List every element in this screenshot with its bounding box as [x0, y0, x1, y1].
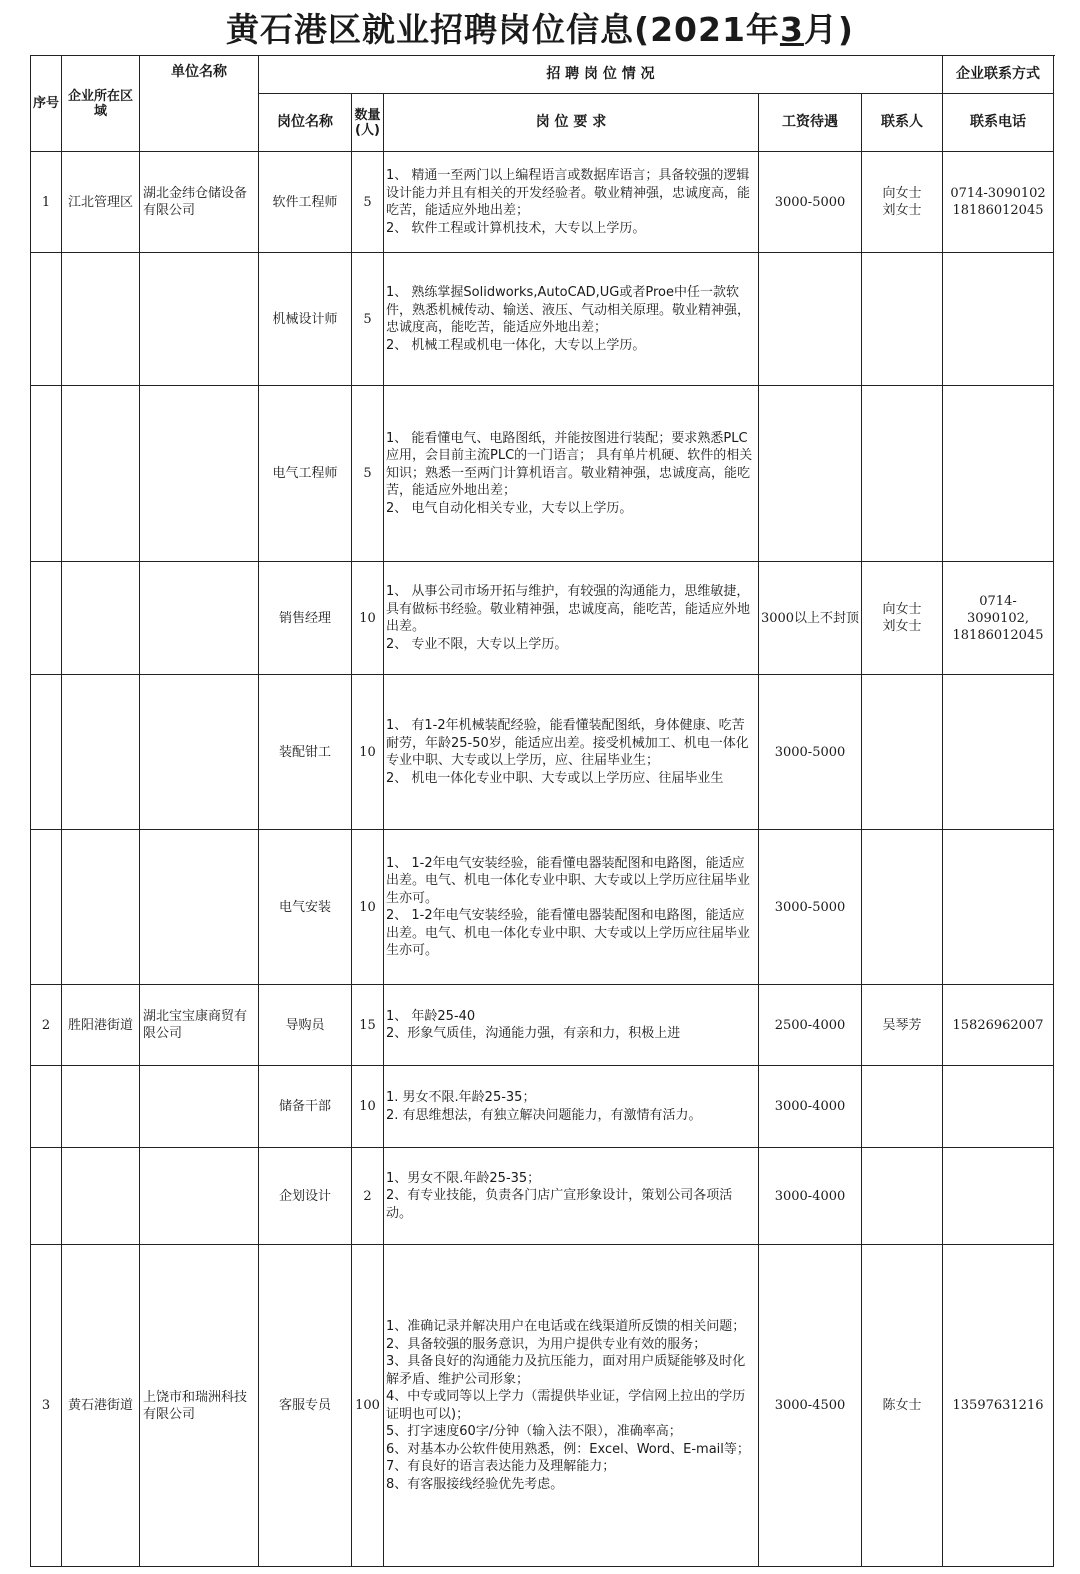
cell-company: [140, 253, 259, 386]
cell-area: 黄石港街道: [62, 1245, 140, 1567]
cell-req: [384, 985, 759, 1066]
cell-phone: [943, 253, 1054, 386]
cell-count: 5: [352, 152, 384, 253]
cell-count: 2: [352, 1148, 384, 1245]
cell-phone: [943, 1148, 1054, 1245]
cell-position: 企划设计: [259, 1148, 352, 1245]
cell-count: 5: [352, 386, 384, 562]
header-company: 单位名称: [140, 56, 259, 152]
requirement-line: 2、 1-2年电气安装经验，能看懂电器装配图和电路图，能适应出差。电气、机电一体化专业中职、大专或以上学历应往届毕业生亦可。: [386, 908, 751, 958]
cell-position: 装配钳工: [259, 675, 352, 830]
cell-count: 15: [352, 985, 384, 1066]
cell-phone: 15826962007: [943, 985, 1054, 1066]
cell-contact: [862, 830, 943, 985]
cell-contact: 向女士 刘女士: [862, 152, 943, 253]
header-contact-group: 企业联系方式: [943, 56, 1054, 94]
cell-seq: [31, 830, 62, 985]
cell-company: [140, 562, 259, 675]
cell-company: [140, 830, 259, 985]
cell-contact: [862, 675, 943, 830]
cell-area: [62, 253, 140, 386]
cell-seq: [31, 253, 62, 386]
cell-area: [62, 1066, 140, 1148]
cell-salary: 3000-5000: [759, 830, 862, 985]
requirement-line: 2、有专业技能，负责各门店广宣形象设计，策划公司各项活动。: [386, 1188, 733, 1221]
cell-contact: 吴琴芳: [862, 985, 943, 1066]
cell-count: 10: [352, 675, 384, 830]
cell-count: 100: [352, 1245, 384, 1567]
cell-salary: 3000-5000: [759, 152, 862, 253]
requirement-line: 4、中专或同等以上学力（需提供毕业证，学信网上拉出的学历证明也可以)；: [386, 1389, 746, 1422]
cell-company: [140, 1066, 259, 1148]
requirement-line: 1、 从事公司市场开拓与维护，有较强的沟通能力，思维敏捷，具有做标书经验。敬业精神强，忠诚度高，能吃苦，能适应外地出差。: [386, 584, 751, 634]
requirement-line: 2、具备较强的服务意识，为用户提供专业有效的服务；: [386, 1336, 707, 1352]
header-requirements: 岗 位 要 求: [384, 94, 759, 152]
cell-req: [384, 253, 759, 386]
header-salary: 工资待遇: [759, 94, 862, 152]
cell-position: 电气工程师: [259, 386, 352, 562]
cell-phone: [943, 675, 1054, 830]
cell-contact: [862, 253, 943, 386]
requirement-line: 1、男女不限.年龄25-35；: [386, 1170, 541, 1186]
cell-contact: 陈女士: [862, 1245, 943, 1567]
cell-company: 上饶市和瑞洲科技有限公司: [140, 1245, 259, 1567]
cell-position: 导购员: [259, 985, 352, 1066]
cell-area: [62, 830, 140, 985]
cell-position: 客服专员: [259, 1245, 352, 1567]
cell-req: [384, 830, 759, 985]
cell-company: [140, 1148, 259, 1245]
cell-salary: 2500-4000: [759, 985, 862, 1066]
cell-phone: [943, 386, 1054, 562]
requirement-line: 1、 熟练掌握Solidworks,AutoCAD,UG或者Proe中任一款软件，熟悉机械传动、输送、液压、气动相关原理。敬业精神强，忠诚度高，能吃苦，能适应外地出差；: [386, 285, 751, 335]
cell-phone: 13597631216: [943, 1245, 1054, 1567]
cell-seq: [31, 1066, 62, 1148]
requirement-line: 2、 电气自动化相关专业，大专以上学历。: [386, 500, 633, 516]
cell-req: [384, 1245, 759, 1567]
header-area: 企业所在区域: [62, 56, 140, 152]
cell-salary: 3000-4000: [759, 1066, 862, 1148]
page-title: 黄石港区就业招聘岗位信息(2021年3月): [226, 10, 854, 49]
cell-company: 湖北金纬仓储设备有限公司: [140, 152, 259, 253]
cell-position: 储备干部: [259, 1066, 352, 1148]
cell-req: [384, 675, 759, 830]
cell-seq: [31, 386, 62, 562]
requirement-line: 3、具备良好的沟通能力及抗压能力，面对用户质疑能够及时化解矛盾、维护公司形象；: [386, 1354, 746, 1387]
cell-contact: 向女士 刘女士: [862, 562, 943, 675]
cell-position: 机械设计师: [259, 253, 352, 386]
requirement-line: 1、 能看懂电气、电路图纸，并能按图进行装配；要求熟悉PLC应用，会目前主流PLC的一门语言； 具有单片机硬、软件的相关知识；熟悉一至两门计算机语言。敬业精神强，忠诚度高，能吃苦，能适应外地出差；: [386, 430, 753, 499]
cell-seq: 2: [31, 985, 62, 1066]
cell-req: [384, 1066, 759, 1148]
cell-salary: [759, 386, 862, 562]
cell-contact: [862, 1066, 943, 1148]
header-phone: 联系电话: [943, 94, 1054, 152]
requirement-line: 1、 精通一至两门以上编程语言或数据库语言；具备较强的逻辑设计能力并且有相关的开发经验者。敬业精神强，忠诚度高，能吃苦，能适应外地出差；: [386, 168, 751, 218]
requirement-line: 2. 有思维想法，有独立解决问题能力，有激情有活力。: [386, 1107, 702, 1123]
requirement-line: 1、准确记录并解决用户在电话或在线渠道所反馈的相关问题；: [386, 1319, 746, 1334]
requirement-line: 8、有客服接线经验优先考虑。: [386, 1476, 564, 1492]
table-row: [31, 675, 1054, 830]
requirement-line: 2、形象气质佳，沟通能力强，有亲和力，积极上进: [386, 1026, 681, 1041]
cell-area: [62, 562, 140, 675]
requirement-line: 1、 有1-2年机械装配经验，能看懂装配图纸，身体健康、吃苦耐劳，年龄25-50岁，能适应出差。接受机械加工、机电一体化专业中职、大专或以上学历，应、往届毕业生；: [386, 718, 749, 768]
table-row: [31, 1066, 1054, 1148]
requirement-line: 2、 机电一体化专业中职、大专或以上学历应、往届毕业生: [386, 770, 724, 786]
requirement-line: 2、 机械工程或机电一体化，大专以上学历。: [386, 337, 646, 353]
cell-area: [62, 675, 140, 830]
cell-salary: 3000-5000: [759, 675, 862, 830]
requirement-line: 5、打字速度60字/分钟（输入法不限），准确率高；: [386, 1424, 682, 1439]
table-row: [31, 253, 1054, 386]
cell-req: [384, 152, 759, 253]
cell-count: 10: [352, 830, 384, 985]
title-month: 3: [779, 10, 804, 49]
cell-phone: [943, 1066, 1054, 1148]
cell-salary: 3000以上不封顶: [759, 562, 862, 675]
cell-position: 电气安装: [259, 830, 352, 985]
table-row: [31, 1245, 1054, 1567]
cell-company: 湖北宝宝康商贸有限公司: [140, 985, 259, 1066]
cell-company: [140, 386, 259, 562]
cell-seq: [31, 562, 62, 675]
table-row: [31, 562, 1054, 675]
cell-count: 10: [352, 1066, 384, 1148]
requirement-line: 2、 软件工程或计算机技术，大专以上学历。: [386, 220, 646, 236]
requirement-line: 1、 年龄25-40: [386, 1008, 476, 1024]
cell-phone: [943, 830, 1054, 985]
cell-req: [384, 562, 759, 675]
cell-area: 胜阳港街道: [62, 985, 140, 1066]
cell-area: [62, 386, 140, 562]
table-row: [31, 830, 1054, 985]
header-seq: 序号: [31, 56, 62, 152]
cell-company: [140, 675, 259, 830]
cell-seq: 1: [31, 152, 62, 253]
header-contact: 联系人: [862, 94, 943, 152]
cell-area: 江北管理区: [62, 152, 140, 253]
cell-position: 销售经理: [259, 562, 352, 675]
cell-contact: [862, 386, 943, 562]
requirement-line: 1、 1-2年电气安装经验，能看懂电器装配图和电路图，能适应出差。电气、机电一体化专业中职、大专或以上学历应往届毕业生亦可。: [386, 855, 751, 906]
cell-seq: [31, 1148, 62, 1245]
header-count: 数量(人): [352, 94, 384, 152]
header-position: 岗位名称: [259, 94, 352, 152]
requirement-line: 6、对基本办公软件使用熟悉，例：Excel、Word、E-mail等；: [386, 1441, 750, 1457]
table-row: [31, 985, 1054, 1066]
cell-req: [384, 386, 759, 562]
cell-phone: 0714-3090102 18186012045: [943, 152, 1054, 253]
header-recruit: 招 聘 岗 位 情 况: [259, 56, 943, 94]
requirement-line: 1. 男女不限.年龄25-35；: [386, 1090, 536, 1105]
cell-position: 软件工程师: [259, 152, 352, 253]
job-table: [30, 55, 1054, 1567]
cell-count: 10: [352, 562, 384, 675]
cell-salary: 3000-4500: [759, 1245, 862, 1567]
cell-salary: [759, 253, 862, 386]
cell-seq: [31, 675, 62, 830]
table-row: [31, 1148, 1054, 1245]
cell-contact: [862, 1148, 943, 1245]
table-row: [31, 152, 1054, 253]
cell-area: [62, 1148, 140, 1245]
table-row: [31, 386, 1054, 562]
cell-seq: 3: [31, 1245, 62, 1567]
requirement-line: 2、 专业不限，大专以上学历。: [386, 636, 568, 652]
cell-count: 5: [352, 253, 384, 386]
cell-salary: 3000-4000: [759, 1148, 862, 1245]
cell-req: [384, 1148, 759, 1245]
cell-phone: 0714- 3090102, 18186012045: [943, 562, 1054, 675]
requirement-line: 7、有良好的语言表达能力及理解能力；: [386, 1459, 616, 1474]
